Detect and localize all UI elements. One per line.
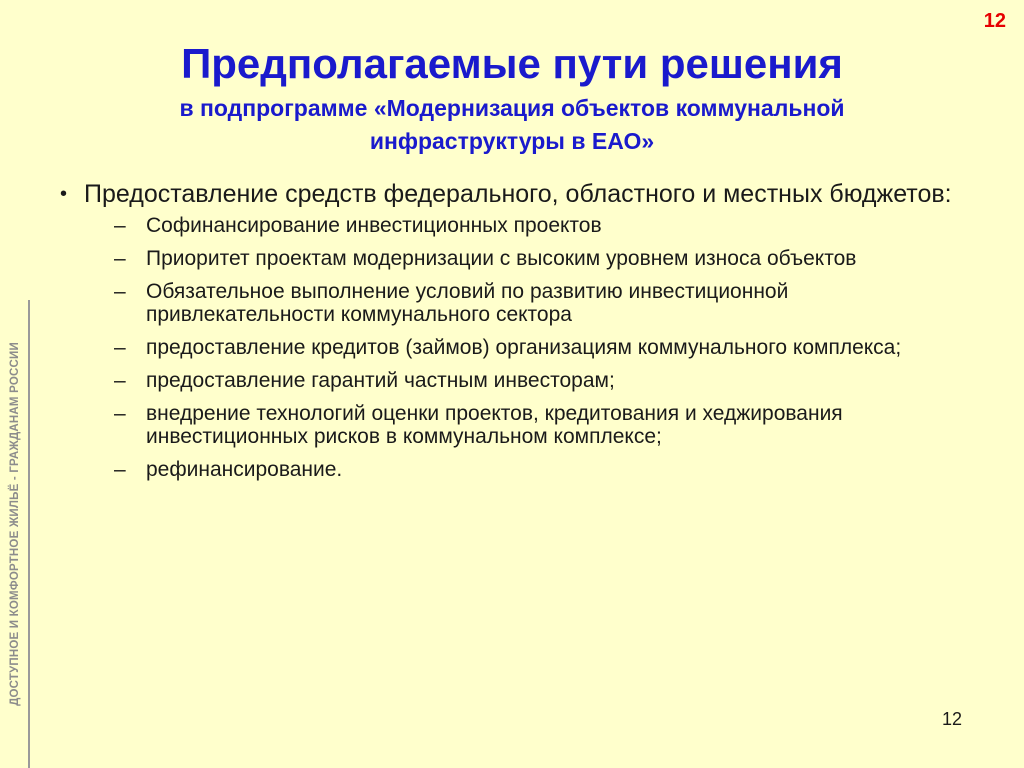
dash-marker: – (114, 402, 126, 425)
sub-bullet-item (114, 247, 960, 270)
side-caption (4, 300, 26, 748)
side-divider-line (28, 300, 30, 768)
dash-marker: – (114, 369, 126, 392)
dash-marker: – (114, 336, 126, 359)
page-number: 12 (941, 709, 962, 729)
sub-bullet-text: Обязательное выполнение условий по развитию инвестиционной привлекательности коммунального сектора (146, 280, 789, 326)
sub-bullet-text: внедрение технологий оценки проектов, кредитования и хеджирования инвестиционных рисков в коммунальном комплексе; (146, 402, 843, 448)
sub-bullet-text: Приоритет проектам модернизации с высоким уровнем износа объектов (146, 247, 857, 270)
sub-bullet-item (114, 214, 960, 237)
main-bullet-text: Предоставление средств федерального, областного и местных бюджетов: (84, 180, 952, 208)
sub-bullet-item (114, 336, 960, 359)
slide-corner-number: 12 (983, 10, 1006, 32)
sub-bullet-list (60, 214, 960, 481)
slide-body (60, 180, 960, 491)
slide-title: Предполагаемые пути решения (181, 40, 843, 87)
sub-bullet-item (114, 369, 960, 392)
sub-bullet-text: предоставление кредитов (займов) организациям коммунального комплекса; (146, 336, 902, 359)
sub-bullet-item (114, 402, 960, 448)
dash-marker: – (114, 247, 126, 270)
bullet-marker: • (60, 183, 68, 205)
sub-bullet-text: предоставление гарантий частным инвесторам; (146, 369, 615, 392)
sub-bullet-text: Софинансирование инвестиционных проектов (146, 214, 602, 237)
main-bullet (60, 180, 960, 208)
side-caption-text: ДОСТУПНОЕ И КОМФОРТНОЕ ЖИЛЬЁ - ГРАЖДАНАМ РОССИИ (9, 342, 21, 706)
dash-marker: – (114, 214, 126, 237)
slide-subtitle: в подпрограмме «Модернизация объектов коммунальной инфраструктуры в ЕАО» (179, 95, 845, 154)
sub-bullet-text: рефинансирование. (146, 458, 343, 481)
sub-bullet-item (114, 280, 960, 326)
sub-bullet-item (114, 458, 960, 481)
dash-marker: – (114, 458, 126, 481)
dash-marker: – (114, 280, 126, 303)
